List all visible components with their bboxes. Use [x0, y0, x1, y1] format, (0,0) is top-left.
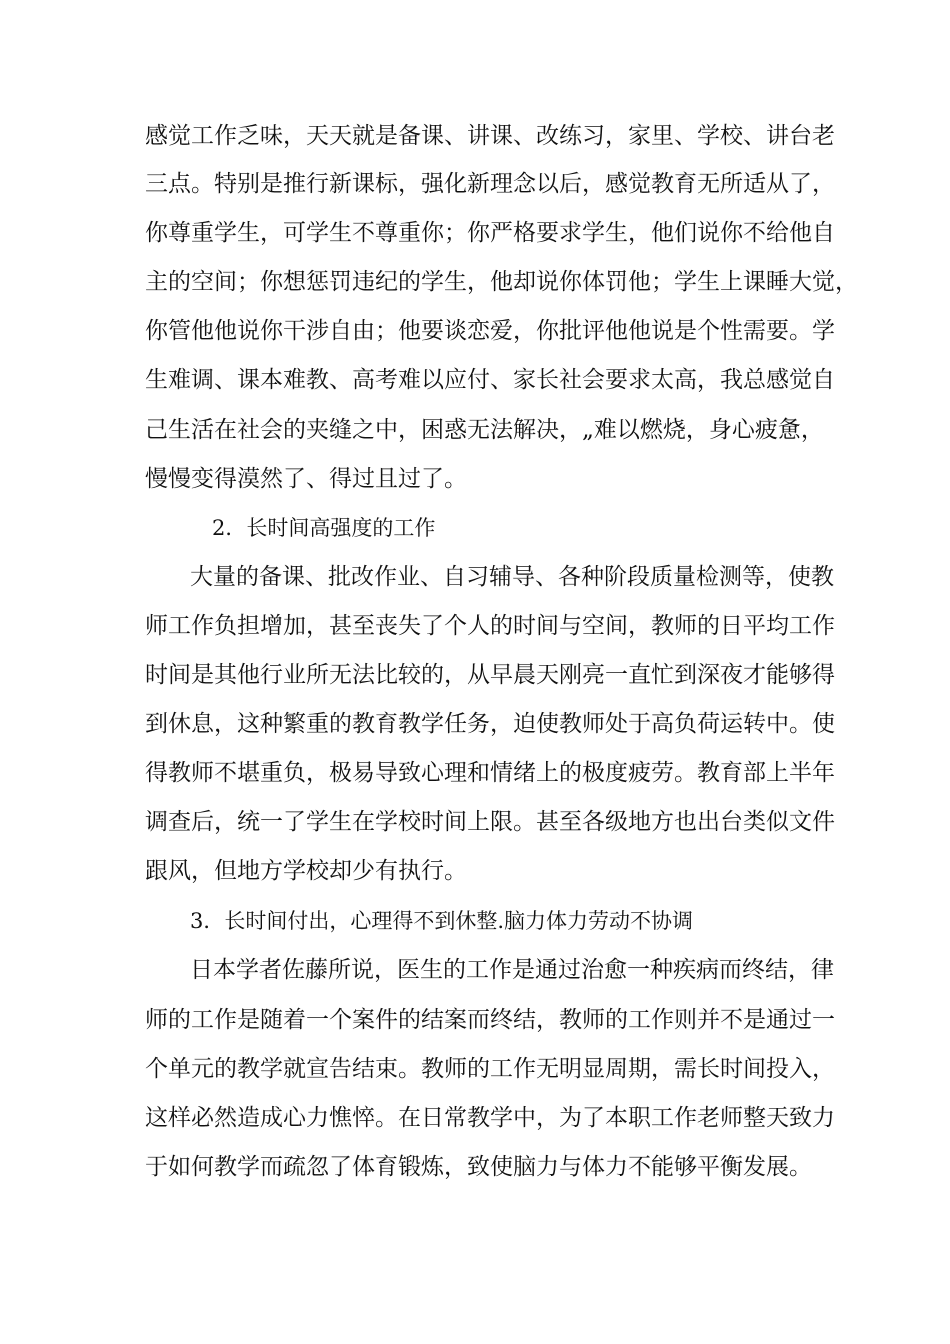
paragraph-line: 主的空间；你想惩罚违纪的学生，他却说你体罚他；学生上课睡大觉， — [145, 269, 858, 295]
paragraph-line: 师的工作是随着一个案件的结案而终结，教师的工作则并不是通过一 — [145, 1007, 835, 1033]
section-heading: 2．长时间高强度的工作 — [212, 516, 436, 540]
paragraph-line: 你尊重学生，可学生不尊重你；你严格要求学生，他们说你不给他自 — [145, 220, 835, 246]
paragraph-line: 日本学者佐藤所说，医生的工作是通过治愈一种疾病而终结，律 — [190, 957, 834, 983]
paragraph-line: 慢慢变得漠然了、得过且过了。 — [145, 466, 467, 492]
paragraph-line: 个单元的教学就宣告结束。教师的工作无明显周期，需长时间投入， — [145, 1056, 835, 1082]
paragraph-line: 生难调、课本难教、高考难以应付、家长社会要求太高，我总感觉自 — [145, 367, 835, 393]
paragraph-line: 这样必然造成心力憔悴。在日常教学中，为了本职工作老师整天致力 — [145, 1105, 835, 1131]
paragraph-line: 你管他他说你干涉自由；他要谈恋爱，你批评他他说是个性需要。学 — [145, 318, 835, 344]
paragraph-line: 师工作负担增加，甚至丧失了个人的时间与空间，教师的日平均工作 — [145, 613, 835, 639]
paragraph-line: 感觉工作乏味，天天就是备课、讲课、改练习，家里、学校、讲台老 — [145, 123, 835, 149]
paragraph-line: 得教师不堪重负，极易导致心理和情绪上的极度疲劳。教育部上半年 — [145, 760, 835, 786]
paragraph-line: 到休息，这种繁重的教育教学任务，迫使教师处于高负荷运转中。使 — [145, 711, 835, 737]
paragraph-line: 大量的备课、批改作业、自习辅导、各种阶段质量检测等，使教 — [190, 564, 834, 590]
paragraph-line: 跟风，但地方学校却少有执行。 — [145, 858, 467, 884]
section-heading: 3．长时间付出，心理得不到休整.脑力体力劳动不协调 — [190, 909, 694, 933]
paragraph-line: 三点。特别是推行新课标，强化新理念以后，感觉教育无所适从了， — [145, 171, 835, 197]
paragraph-line: 时间是其他行业所无法比较的，从早晨天刚亮一直忙到深夜才能够得 — [145, 662, 835, 688]
paragraph-line: 调查后，统一了学生在学校时间上限。甚至各级地方也出台类似文件 — [145, 809, 835, 835]
paragraph-line: 于如何教学而疏忽了体育锻炼，致使脑力与体力不能够平衡发展。 — [145, 1154, 812, 1180]
paragraph-line: 己生活在社会的夹缝之中，困惑无法解决，„难以燃烧，身心疲惫， — [145, 417, 824, 443]
